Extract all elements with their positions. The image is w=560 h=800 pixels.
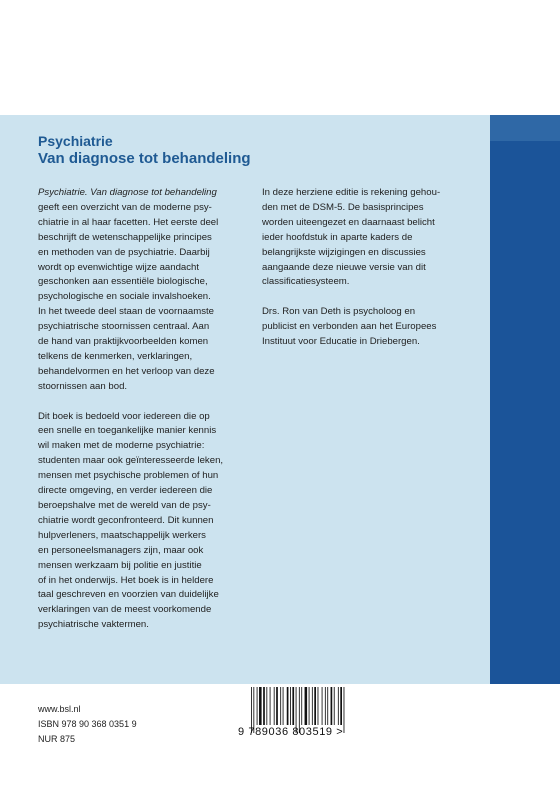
text-line: een snelle en toegankelijke manier kennis: [38, 425, 217, 437]
text-line: ieder hoofdstuk in aparte kaders de: [262, 231, 413, 243]
text-line: Instituut voor Educatie in Driebergen.: [262, 336, 420, 348]
text-line: In het tweede deel staan de voornaamste: [38, 306, 215, 318]
text-line: den met de DSM-5. De basisprincipes: [262, 201, 424, 213]
barcode-bar: [274, 687, 275, 725]
side-stripe: [490, 141, 560, 684]
barcode-bar: [327, 687, 328, 725]
text-line: wordt op evenwichtige wijze aandacht: [38, 261, 200, 273]
intro-italic-title: Psychiatrie. Van diagnose tot behandeling: [38, 187, 217, 198]
publisher-info: [38, 702, 137, 747]
text-line: geeft een overzicht van de moderne psy-: [38, 201, 212, 213]
text-line: aangaande deze nieuwe versie van dit: [262, 261, 426, 273]
paragraph-intro: [38, 186, 270, 395]
text-line: publicist en verbonden aan het Europees: [262, 321, 437, 333]
barcode-bar: [318, 687, 319, 725]
top-white-area: [0, 0, 560, 115]
barcode-bar: [322, 687, 323, 725]
barcode-bar: [338, 687, 339, 725]
barcode-bar: [287, 687, 289, 725]
text-line: mensen werkzaam bij politie en justitie: [38, 559, 202, 571]
barcode-bar: [266, 687, 267, 725]
text-line: belangrijkste wijzigingen en discussies: [262, 246, 426, 258]
text-column-left: [38, 186, 270, 633]
barcode-bar: [331, 687, 333, 725]
text-line: hulpverleners, maatschappelijk werkers: [38, 529, 206, 541]
barcode-bar: [259, 687, 262, 725]
barcode-bar: [340, 687, 342, 725]
text-line: wil maken met de moderne psychiatrie:: [38, 440, 205, 452]
barcode-digits: 9 789036 803519 >: [238, 726, 344, 738]
text-line: psychiatrische vaktermen.: [38, 619, 149, 631]
text-line: geschonken aan essentiële biologische,: [38, 276, 208, 288]
text-column-right: [262, 186, 472, 350]
text-line: studenten maar ook geïnteresseerde leken,: [38, 455, 224, 467]
text-line: telkens de kenmerken, verklaringen,: [38, 350, 193, 362]
paragraph-revision: [262, 186, 472, 290]
barcode-bar: [305, 687, 308, 725]
paragraph-author: [262, 305, 472, 350]
barcode-bar: [334, 687, 335, 725]
text-line: psychologische en sociale invalshoeken.: [38, 291, 211, 303]
barcode-bar: [283, 687, 284, 725]
text-line: classificatiesysteem.: [262, 276, 350, 288]
text-line: taal geschreven en voorzien van duidelijke: [38, 589, 219, 601]
barcode-bar: [280, 687, 281, 725]
text-line: behandelvormen en het verloop van deze: [38, 365, 215, 377]
text-line: Drs. Ron van Deth is psycholoog en: [262, 306, 416, 318]
barcode-bar: [312, 687, 313, 725]
text-line: de hand van praktijkvoorbeelden komen: [38, 336, 209, 348]
book-title: Psychiatrie: [38, 133, 113, 149]
text-line: In deze herziene editie is rekening gehou-: [262, 187, 441, 198]
publisher-website: www.bsl.nl: [38, 704, 81, 714]
text-line: stoornissen aan bod.: [38, 380, 128, 392]
isbn-number: ISBN 978 90 368 0351 9: [38, 719, 137, 729]
text-line: beroepshalve met de wereld van de psy-: [38, 500, 211, 512]
book-subtitle: Van diagnose tot behandeling: [38, 150, 251, 167]
intro-first-line: [38, 186, 270, 201]
barcode-bar: [292, 687, 294, 725]
barcode-bar: [344, 687, 345, 733]
text-line: chiatrie wordt geconfronteerd. Dit kunnen: [38, 514, 214, 526]
barcode-bar: [290, 687, 291, 725]
text-line: directe omgeving, en verder iedereen die: [38, 485, 213, 497]
text-line: worden uiteengezet en daarnaast belicht: [262, 216, 435, 228]
text-line: verklaringen van de meest voorkomende: [38, 604, 212, 616]
barcode-bar: [263, 687, 265, 725]
text-line: chiatrie in al haar facetten. Het eerste deel: [38, 216, 219, 228]
nur-code: NUR 875: [38, 734, 76, 744]
barcode-bar: [270, 687, 271, 725]
text-line: psychiatrische stoornissen centraal. Aan: [38, 321, 210, 333]
barcode-bar: [276, 687, 278, 725]
text-line: beschrijft de wetenschappelijke principes: [38, 231, 212, 243]
barcode-bar: [257, 687, 258, 725]
text-line: en methoden van de psychiatrie. Daarbij: [38, 246, 210, 258]
barcode-bar: [325, 687, 326, 725]
barcode-bar: [301, 687, 302, 725]
paragraph-audience: [38, 410, 270, 634]
text-line: Dit boek is bedoeld voor iedereen die op: [38, 410, 210, 422]
barcode-bar: [314, 687, 316, 725]
text-line: of in het onderwijs. Het boek is in heldere: [38, 574, 214, 586]
barcode-bar: [309, 687, 310, 725]
text-line: mensen met psychische problemen of hun: [38, 470, 219, 482]
text-line: en personeelsmanagers zijn, maar ook: [38, 544, 204, 556]
